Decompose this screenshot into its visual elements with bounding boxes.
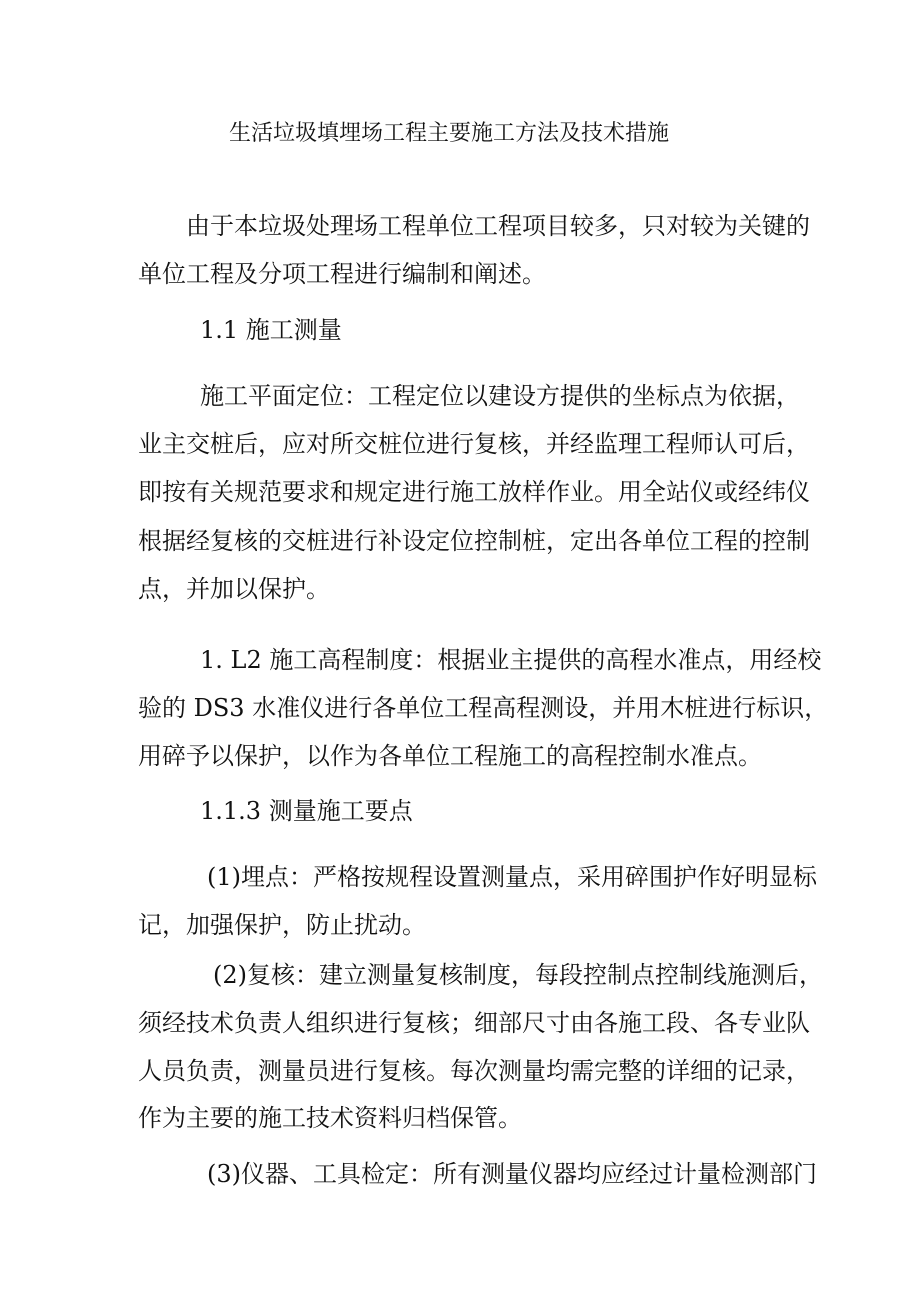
plane-positioning-line-5: 点，并加以保护。 [138, 575, 330, 603]
plane-positioning-line-4: 根据经复核的交桩进行补设定位控制桩，定出各单位工程的控制 [138, 527, 810, 555]
point-2-line-1: (2)复核：建立测量复核制度，每段控制点控制线施测后， [213, 961, 823, 989]
document-title: 生活垃圾填埋场工程主要施工方法及技术措施 [229, 121, 670, 146]
plane-positioning-line-1: 施工平面定位：工程定位以建设方提供的坐标点为依据， [200, 382, 800, 410]
point-2-line-4: 作为主要的施工技术资料归档保管。 [138, 1104, 522, 1132]
point-2-line-2: 须经技术负责人组织进行复核；细部尺寸由各施工段、各专业队 [138, 1009, 810, 1037]
section-heading-1-1-3: 1.1.3 测量施工要点 [200, 797, 413, 825]
point-3-line-1: (3)仪器、工具检定：所有测量仪器均应经过计量检测部门 [207, 1160, 817, 1188]
elevation-system-line-1: 1. L2 施工高程制度：根据业主提供的高程水准点，用经校 [200, 646, 822, 674]
plane-positioning-line-3: 即按有关规范要求和规定进行施工放样作业。用全站仪或经纬仪 [138, 478, 810, 506]
elevation-system-line-3: 用碎予以保护，以作为各单位工程施工的高程控制水准点。 [138, 742, 762, 770]
intro-line-1: 由于本垃圾处理场工程单位工程项目较多，只对较为关键的 [186, 212, 810, 240]
point-2-line-3: 人员负责，测量员进行复核。每次测量均需完整的详细的记录， [138, 1057, 810, 1085]
section-heading-1-1: 1.1 施工测量 [200, 316, 342, 344]
elevation-system-line-2: 验的 DS3 水准仪进行各单位工程高程测设，并用木桩进行标识， [138, 694, 829, 722]
intro-line-2: 单位工程及分项工程进行编制和阐述。 [138, 260, 546, 288]
plane-positioning-line-2: 业主交桩后，应对所交桩位进行复核，并经监理工程师认可后， [138, 430, 810, 458]
point-1-line-2: 记，加强保护，防止扰动。 [138, 911, 426, 939]
point-1-line-1: (1)埋点：严格按规程设置测量点，采用碎围护作好明显标 [207, 863, 817, 891]
